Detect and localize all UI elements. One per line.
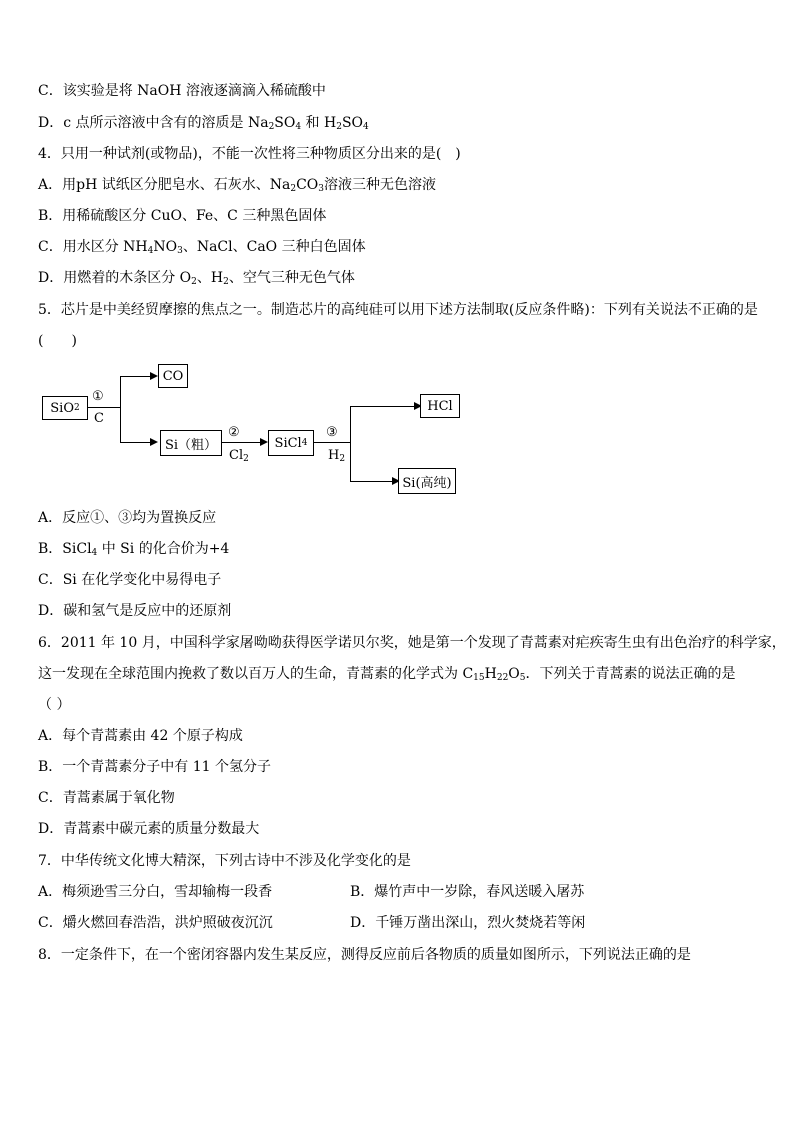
subscript: 22 bbox=[496, 673, 509, 683]
q5-option-c bbox=[38, 570, 221, 590]
text-run: C．Si 在化学变化中易得电子 bbox=[38, 572, 222, 588]
text-run: C．爝火燃回春浩浩，洪炉照破夜沉沉 bbox=[38, 915, 273, 931]
box-sio2: SiO 2 bbox=[42, 396, 88, 420]
line-to-hcl bbox=[350, 406, 416, 407]
reaction-flow-diagram bbox=[36, 360, 476, 500]
q4-option-c bbox=[38, 237, 366, 257]
text-run: O bbox=[508, 666, 520, 682]
subscript: 2 bbox=[243, 454, 249, 464]
text-run: C．该实验是将 NaOH 溶液逐滴滴入稀硫酸中 bbox=[38, 83, 326, 99]
text-run: 溶液三种无色溶液 bbox=[324, 177, 436, 193]
subscript: 2 bbox=[191, 277, 197, 287]
subscript: 4 bbox=[91, 548, 98, 558]
subscript: 3 bbox=[177, 246, 183, 256]
reagent-3-label bbox=[328, 449, 345, 463]
text-run: ．下列关于青蒿素的说法正确的是 bbox=[525, 666, 736, 682]
text-run: B．用稀硫酸区分 CuO、Fe、C 三种黑色固体 bbox=[38, 208, 327, 224]
text-run: 、空气三种无色气体 bbox=[228, 270, 355, 286]
q7-options-c-d bbox=[38, 913, 586, 933]
subscript: 2 bbox=[268, 122, 275, 132]
text-run: 、NaCl、CaO 三种白色固体 bbox=[182, 239, 366, 255]
text-run: H bbox=[328, 448, 340, 463]
q6-paren bbox=[38, 695, 70, 715]
subscript: 3 bbox=[318, 184, 324, 194]
reagent-1-label: C bbox=[94, 411, 104, 426]
q3-option-c bbox=[38, 81, 326, 101]
text-run: B．一个青蒿素分子中有 11 个氢分子 bbox=[38, 759, 272, 775]
text-run: A．反应①、③均为置换反应 bbox=[38, 510, 217, 526]
text-run: D．千锤万凿出深山，烈火焚烧若等闲 bbox=[350, 915, 586, 931]
text-run: 这一发现在全球范围内挽救了数以百万人的生命，青蒿素的化学式为 C bbox=[38, 666, 474, 682]
q6-option-d bbox=[38, 819, 259, 839]
box-si-crude: Si（粗） bbox=[160, 430, 222, 456]
box-co: CO bbox=[158, 364, 188, 388]
question-6-line-2 bbox=[38, 664, 736, 684]
text-run: D．碳和氢气是反应中的还原剂 bbox=[38, 603, 232, 619]
line-to-co bbox=[120, 376, 152, 377]
question-5 bbox=[38, 300, 758, 320]
subscript: 5 bbox=[519, 673, 526, 683]
text-run: SiCl bbox=[274, 435, 302, 451]
line-to-si-crude bbox=[120, 442, 152, 443]
reagent-2-label bbox=[229, 449, 249, 463]
q3-option-d bbox=[38, 113, 369, 133]
q5-option-b bbox=[38, 539, 229, 559]
text-run: 、H bbox=[196, 270, 224, 286]
branch-3-vertical bbox=[350, 406, 351, 482]
subscript: 15 bbox=[473, 673, 485, 683]
question-7 bbox=[38, 851, 411, 871]
text-run: 5．芯片是中美经贸摩擦的焦点之一。制造芯片的高纯硅可以用下述方法制取(反应条件略)：下列有关说法不正确的是 bbox=[38, 302, 758, 318]
text-run: 7．中华传统文化博大精深，下列古诗中不涉及化学变化的是 bbox=[38, 853, 411, 869]
arrow-to-sicl4 bbox=[260, 438, 268, 446]
second-column-option bbox=[350, 913, 585, 933]
box-sicl4: SiCl 4 bbox=[268, 430, 314, 456]
arrow-to-si-crude bbox=[150, 438, 158, 446]
text-run: ( ) bbox=[38, 333, 77, 349]
question-4 bbox=[38, 144, 461, 164]
text-run: H bbox=[484, 666, 497, 682]
q7-options-a-b bbox=[38, 882, 585, 902]
text-run: Cl bbox=[229, 448, 244, 463]
arrow-to-co bbox=[150, 372, 158, 380]
text-run: NO bbox=[153, 239, 178, 255]
text-run: C．青蒿素属于氧化物 bbox=[38, 790, 175, 806]
text-run: SO bbox=[341, 115, 364, 131]
text-run: 6．2011 年 10 月，中国科学家屠呦呦获得医学诺贝尔奖，她是第一个发现了青蒿素对疟疾寄生虫有出色治疗的科学家， bbox=[38, 635, 786, 651]
step-1-label: ① bbox=[92, 389, 104, 404]
text-run: 和 H bbox=[301, 115, 337, 131]
subscript: 2 bbox=[339, 454, 346, 464]
q5-option-a bbox=[38, 508, 216, 528]
q6-option-a bbox=[38, 726, 243, 746]
text-run: B．SiCl bbox=[38, 541, 92, 557]
subscript: 2 bbox=[223, 277, 229, 287]
q6-option-b bbox=[38, 757, 271, 777]
box-hcl: HCl bbox=[420, 394, 460, 418]
text-run: SiO bbox=[50, 400, 74, 416]
text-run: A．用pH 试纸区分肥皂水、石灰水、Na bbox=[38, 177, 291, 193]
text-run: 8．一定条件下，在一个密闭容器内发生某反应，测得反应前后各物质的质量如图所示，下列说法正确的是 bbox=[38, 947, 691, 963]
text-run: C．用水区分 NH bbox=[38, 239, 148, 255]
subscript: 4 bbox=[295, 122, 302, 132]
subscript: 2 bbox=[336, 122, 342, 132]
q4-option-a bbox=[38, 175, 436, 195]
line-to-si-pure bbox=[350, 481, 396, 482]
step-2-label: ② bbox=[228, 425, 240, 440]
q4-option-d bbox=[38, 268, 355, 288]
text-run: CO bbox=[296, 177, 319, 193]
step-3-label: ③ bbox=[326, 425, 338, 440]
text-run: A．每个青蒿素由 42 个原子构成 bbox=[38, 728, 243, 744]
text-run: 中 Si 的化合价为+4 bbox=[97, 541, 230, 557]
text-run: A．梅须逊雪三分白，雪却输梅一段香 bbox=[38, 884, 273, 900]
box-si-pure: Si(高纯) bbox=[398, 468, 456, 494]
subscript: 4 bbox=[363, 122, 369, 132]
text-run: D．用燃着的木条区分 O bbox=[38, 270, 192, 286]
q4-option-b bbox=[38, 206, 326, 226]
line-sio2-out bbox=[88, 407, 120, 408]
second-column-option bbox=[350, 882, 584, 902]
text-run: SO bbox=[274, 115, 296, 131]
subscript: 2 bbox=[290, 184, 297, 194]
subscript: 4 bbox=[147, 246, 154, 256]
text-run: 4．只用一种试剂(或物品)，不能一次性将三种物质区分出来的是( ) bbox=[38, 146, 461, 162]
q5-option-d bbox=[38, 601, 231, 621]
q5-paren bbox=[38, 331, 77, 351]
text-run: （ ） bbox=[38, 697, 71, 713]
text-run: D．c 点所示溶液中含有的溶质是 Na bbox=[38, 115, 269, 131]
text-run: B．爆竹声中一岁除，春风送暖入屠苏 bbox=[350, 884, 585, 900]
line-sicl4-out bbox=[314, 442, 350, 443]
branch-1-vertical bbox=[120, 376, 121, 442]
q6-option-c bbox=[38, 788, 175, 808]
line-si-to-sicl4 bbox=[222, 442, 262, 443]
text-run: D．青蒿素中碳元素的质量分数最大 bbox=[38, 821, 260, 837]
question-6 bbox=[38, 633, 786, 653]
question-8 bbox=[38, 945, 691, 965]
